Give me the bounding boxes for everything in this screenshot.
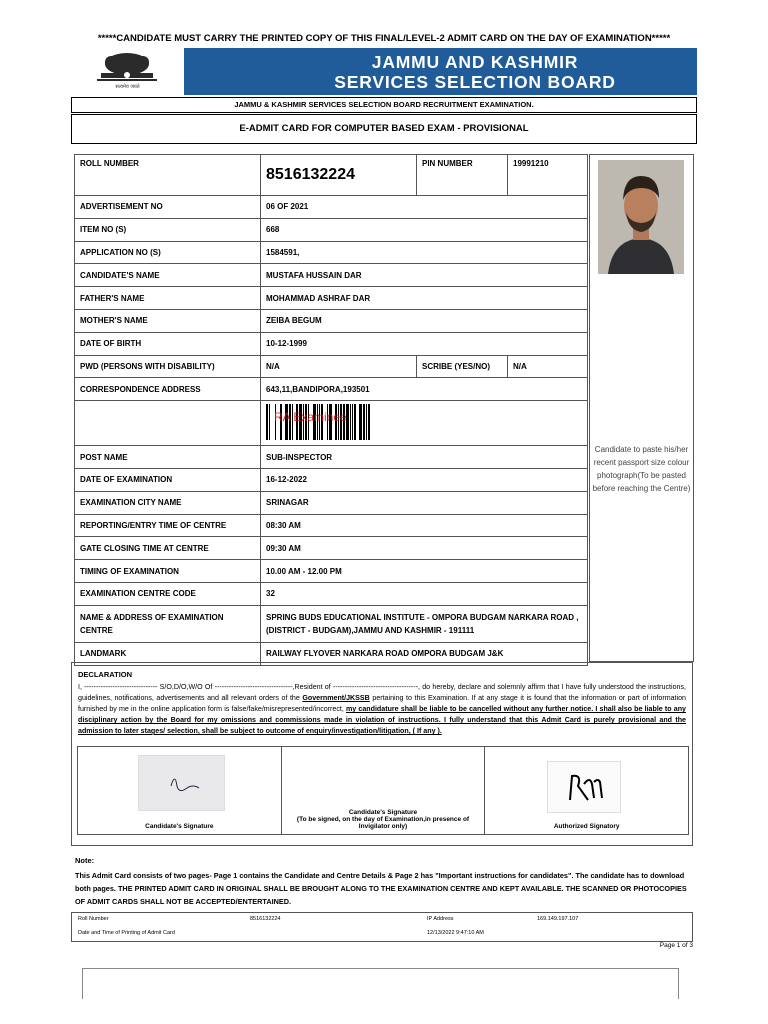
barcode-bar [368,404,370,440]
carry-notice: *****CANDIDATE MUST CARRY THE PRINTED COPY OF THIS FINAL/LEVEL-2 ADMIT CARD ON THE DAY OF EXAMINATION***** [97,33,671,44]
label-exam-date: DATE OF EXAMINATION [75,468,261,491]
label-landmark: LANDMARK [75,642,261,665]
barcode-bar [359,404,362,440]
photo-hint: Candidate to paste his/her recent passport size colour photograph(To be pasted before reaching the Centre) [592,445,691,493]
label-name: CANDIDATE'S NAME [75,264,261,287]
label-dob: DATE OF BIRTH [75,332,261,355]
label-roll: ROLL NUMBER [75,155,261,196]
label-gate: GATE CLOSING TIME AT CENTRE [75,537,261,560]
note-text: This Admit Card consists of two pages- Page 1 contains the Candidate and Centre Details & Page 2 has "Important instructions for candidates". The candidate has to download both pages. THE PRINTED ADMIT CARD IN ORIGINAL SHALL BE BROUGHT ALONG TO THE EXAMINATION CENTRE AND KEPT AVAILABLE. THE SCANNED OR PHOTOCOPIES OF ADMIT CARDS SHALL NOT BE ACCEPTED/ENTERTAINED. [75,871,687,906]
label-centre-code: EXAMINATION CENTRE CODE [75,582,261,605]
value-father: MOHAMMAD ASHRAF DAR [261,287,588,310]
value-pin: 19991210 [508,155,588,196]
candidate-signature-image [138,755,225,811]
candidate-signature-cell [78,747,282,834]
value-city: SRINAGAR [261,491,588,514]
footer-ip-label: IP Address [427,916,454,922]
page-number: Page 1 of 3 [659,942,693,949]
candidate-photo [598,160,684,274]
value-dob: 10-12-1999 [261,332,588,355]
value-name: MUSTAFA HUSSAIN DAR [261,264,588,287]
value-mother: ZEIBA BEGUM [261,309,588,332]
value-exam-date: 16-12-2022 [261,468,588,491]
barcode [266,404,406,440]
footer-roll-label: Roll Number [78,916,109,922]
label-timing: TIMING OF EXAMINATION [75,560,261,583]
value-item: 668 [261,218,588,241]
signature-row [77,746,689,835]
invigilator-signature-title: Candidate's Signature [348,809,418,816]
label-scribe: SCRIBE (YES/NO) [417,355,508,378]
barcode-bar [350,404,351,440]
declaration-title: DECLARATION [78,670,133,679]
value-landmark: RAILWAY FLYOVER NARKARA ROAD OMPORA BUDGAM J&K [261,642,588,665]
label-father: FATHER'S NAME [75,287,261,310]
value-centre: SPRING BUDS EDUCATIONAL INSTITUTE - OMPORA BUDGAM NARKARA ROAD ,(DISTRICT - BUDGAM),JAMMU AND KASHMIR - 191111 [261,605,588,642]
photo-column [589,154,694,662]
value-advt: 06 OF 2021 [261,196,588,219]
header-banner [71,48,697,95]
footer-date: 12/13/2022 9:47:10 AM [427,930,484,936]
label-post: POST NAME [75,446,261,469]
exam-title: JAMMU & KASHMIR SERVICES SELECTION BOARD RECRUITMENT EXAMINATION. [71,97,697,113]
label-app: APPLICATION NO (S) [75,241,261,264]
candidate-signature-label: Candidate's Signature [145,823,214,830]
authorized-signature-image [547,761,621,813]
label-item: ITEM NO (S) [75,218,261,241]
barcode-bar [266,404,268,440]
emblem-motto: सत्यमेव जयते [115,84,140,90]
footer-roll: 8516132224 [250,916,281,922]
candidate-details-table [74,154,588,666]
barcode-bar [352,404,353,440]
barcode-bar [354,404,356,440]
label-pin: PIN NUMBER [417,155,508,196]
authorized-signature-label: Authorized Signatory [553,823,620,830]
value-pwd: N/A [261,355,417,378]
label-reporting: REPORTING/ENTRY TIME OF CENTRE [75,514,261,537]
value-reporting: 08:30 AM [261,514,588,537]
next-page-edge [82,968,679,999]
barcode-bar [363,404,365,440]
value-roll: 8516132224 [261,155,417,196]
footer-date-label: Date and Time of Printing of Admit Card [78,930,175,936]
card-title: E-ADMIT CARD FOR COMPUTER BASED EXAM - PROVISIONAL [71,114,697,144]
footer-info [71,912,693,942]
value-gate: 09:30 AM [261,537,588,560]
barcode-overlay-text: RA Examinee [274,410,347,425]
invigilator-signature-note: (To be signed, on the day of Examination,in presence of Invigilator only) [296,816,470,830]
label-pwd: PWD (PERSONS WITH DISABILITY) [75,355,261,378]
invigilator-signature-cell [282,747,486,834]
label-mother: MOTHER'S NAME [75,309,261,332]
value-post: SUB-INSPECTOR [261,446,588,469]
barcode-bar [269,404,270,440]
authorized-signature-cell [485,747,688,834]
barcode-bar [366,404,367,440]
value-timing: 10.00 AM - 12.00 PM [261,560,588,583]
value-centre-code: 32 [261,582,588,605]
value-app: 1584591, [261,241,588,264]
declaration-box [71,662,693,846]
value-scribe: N/A [508,355,588,378]
declaration-text: I, ------------------------------- S/O,D/O,W/O Of ---------------------------------,Resident of ------------------------------------, do hereby, declare and solemnly affirm that I have fully understood the instructions, guidelines, notifications, advertisements and all relevant orders of the Government/JKSSB pertaining to this Examination. If at any stage it is found that the information or part of information furnished by me in the online application form is false/fake/misrepresented/incorrect, my candidature shall be liable to be cancelled without any further notice. I shall also be liable to any disciplinary action by the Board for my omissions and commissions made in violation of instructions. I fully understand that this Admit Card is purely provisional and the admission to later stages/ selection, shall be subject to outcome of enquiry/investigation/litigation, ( If any ). [78,683,686,735]
note-title: Note: [75,856,95,865]
board-title: JAMMU AND KASHMIR SERVICES SELECTION BOARD [334,52,616,92]
label-centre: NAME & ADDRESS OF EXAMINATION CENTRE [75,605,261,642]
label-address: CORRESPONDENCE ADDRESS [75,378,261,401]
footer-ip: 169.149.197.107 [537,916,579,922]
value-address: 643,11,BANDIPORA,193501 [261,378,588,401]
emblem-logo [71,48,184,95]
label-advt: ADVERTISEMENT NO [75,196,261,219]
label-city: EXAMINATION CITY NAME [75,491,261,514]
